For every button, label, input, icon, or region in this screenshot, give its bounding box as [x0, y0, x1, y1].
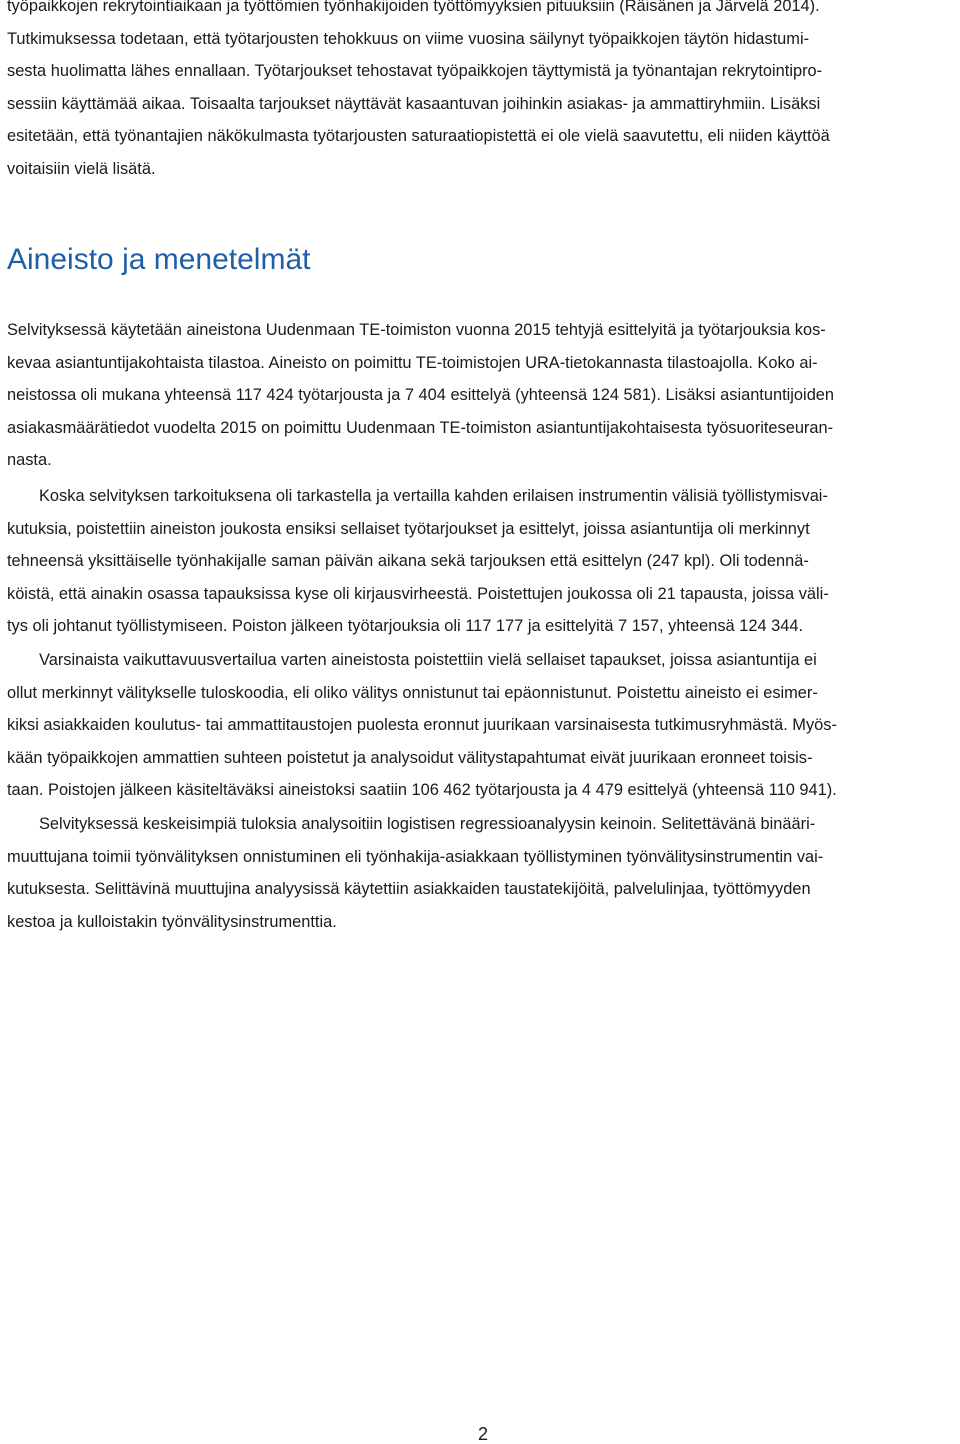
paragraph-line: työpaikkojen rekrytointiaikaan ja työttömien työnhakijoiden työttömyyksien pituuksiin (Räisänen ja Järvelä 2014).	[7, 0, 820, 15]
paragraph-line: kään työpaikkojen ammattien suhteen poistetut ja analysoidut välitystapahtumat eivät juurikaan eronneet toisis-	[7, 748, 813, 767]
paragraph-line: tehneensä yksittäiselle työnhakijalle saman päivän aikana sekä tarjouksen että esittelyn (247 kpl). Oli todennä-	[7, 552, 809, 570]
paragraph-line: esitetään, että työnantajien näkökulmasta työtarjousten saturaatiopistettä ei ole vielä saavutettu, eli niiden käyttöä	[7, 127, 830, 145]
paragraph-line: Selvityksessä käytetään aineistona Uudenmaan TE-toimiston vuonna 2015 tehtyjä esittelyitä ja työtarjouksia kos-	[7, 321, 826, 339]
paragraph-line: nasta.	[7, 451, 52, 469]
paragraph-line: tys oli johtanut työllistymiseen. Poiston jälkeen työtarjouksia oli 117 177 ja esittelyitä 7 157, yhteensä 124 344.	[7, 617, 804, 635]
paragraph-line: asiakasmäärätiedot vuodelta 2015 on poimittu Uudenmaan TE-toimiston asiantuntijakohtaisesta työsuoriteseuran-	[7, 418, 834, 437]
paragraph-line: sesta huolimatta lähes ennallaan. Työtarjoukset tehostavat työpaikkojen täyttymistä ja työnantajan rekrytointipro-	[7, 62, 823, 80]
paragraph-line: voitaisiin vielä lisätä.	[7, 159, 156, 178]
exclusion-paragraph	[7, 480, 957, 643]
paragraph-line: Selvityksessä keskeisimpiä tuloksia analysoitiin logistisen regressioanalyysin keinoin. Selitettävänä binääri-	[39, 815, 816, 833]
analysis-paragraph	[7, 808, 957, 938]
paragraph-line: ollut merkinnyt välitykselle tuloskoodia, eli oliko välitys onnistunut tai epäonnistunut. Poistettu aineisto ei esimer-	[7, 683, 818, 702]
paragraph-line: sessiin käyttämää aikaa. Toisaalta tarjoukset näyttävät kasaantuvan joihinkin asiakas- ja ammattiryhmiin. Lisäksi	[7, 94, 821, 113]
paragraph-line: köistä, että ainakin osassa tapauksissa kyse oli kirjausvirheestä. Poistettujen joukossa oli 21 tapausta, joissa väli-	[7, 584, 829, 603]
paragraph-line: kutuksesta. Selittävinä muuttujina analyysissä käytettiin asiakkaiden taustatekijöitä, palvelulinjaa, työttömyyden	[7, 880, 811, 898]
paragraph-line: taan. Poistojen jälkeen käsiteltäväksi aineistoksi saatiin 106 462 työtarjousta ja 4 479 esittelyä (yhteensä 110 941).	[7, 781, 837, 799]
paragraph-line: kestoa ja kulloistakin työnvälitysinstrumenttia.	[7, 912, 337, 931]
paragraph-line: Tutkimuksessa todetaan, että työtarjousten tehokkuus on viime vuosina säilynyt työpaikkojen täytön hidastumi-	[7, 29, 810, 48]
paragraph-line: Koska selvityksen tarkoituksena oli tarkastella ja vertailla kahden erilaisen instrumentin välisiä työllistymisvai-	[39, 487, 828, 505]
paragraph-line: kevaa asiantuntijakohtaista tilastoa. Aineisto on poimittu TE-toimistojen URA-tietokannasta tilastoajolla. Koko ai-	[7, 353, 818, 372]
comparison-paragraph	[7, 644, 957, 807]
data-paragraph	[7, 314, 957, 477]
section-heading: Aineisto ja menetelmät	[7, 243, 311, 276]
paragraph-line: kiksi asiakkaiden koulutus- tai ammattitaustojen puolesta eronnut juurikaan varsinaisesta tutkimusryhmästä. Myös-	[7, 716, 837, 734]
page-number: 2	[478, 1424, 489, 1444]
paragraph-line: muuttujana toimii työnvälityksen onnistuminen eli työnhakija-asiakkaan työllistyminen työnvälitysinstrumentin vai-	[7, 847, 824, 866]
paragraph-line: Varsinaista vaikuttavuusvertailua varten aineistosta poistettiin vielä sellaiset tapaukset, joissa asiantuntija ei	[39, 651, 817, 669]
paragraph-line: kutuksia, poistettiin aineiston joukosta ensiksi sellaiset työtarjoukset ja esittelyt, joissa asiantuntija oli merkinnyt	[7, 519, 810, 538]
paragraph-line: neistossa oli mukana yhteensä 117 424 työtarjousta ja 7 404 esittelyä (yhteensä 124 581). Lisäksi asiantuntijoiden	[7, 386, 835, 404]
intro-paragraph	[7, 0, 957, 185]
